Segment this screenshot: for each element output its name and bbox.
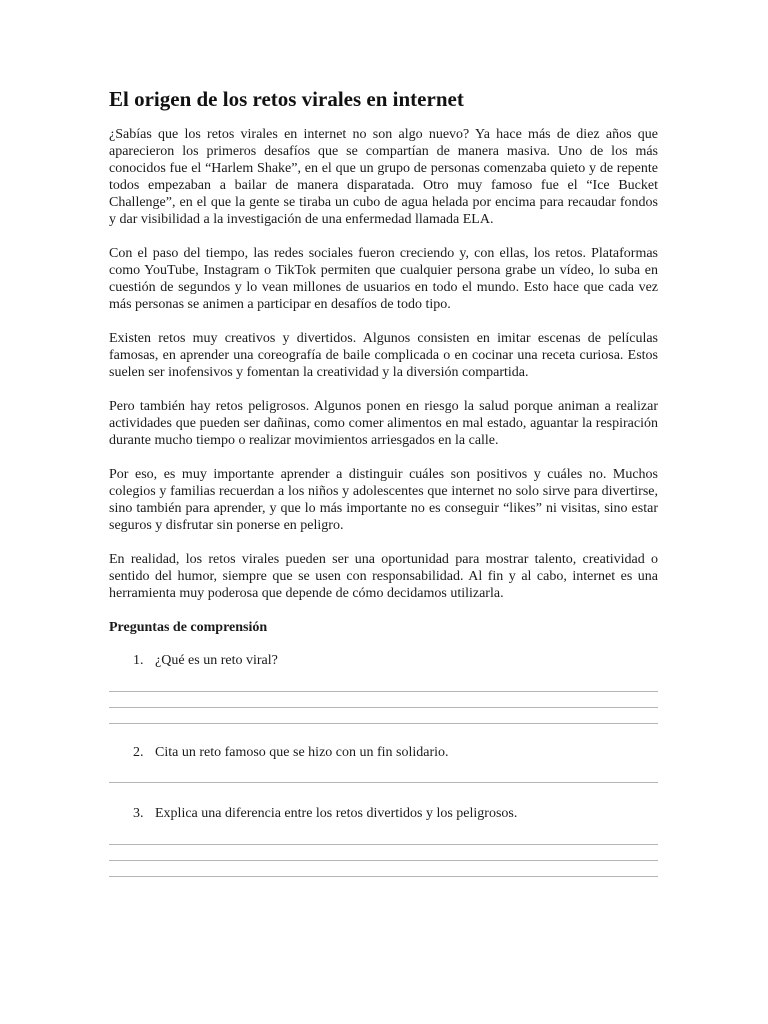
answer-line bbox=[109, 782, 658, 783]
paragraph-5: Por eso, es muy importante aprender a distinguir cuáles son positivos y cuáles no. Muchos colegios y familias recuerdan a los niños y adolescentes que internet no solo sirve para divertirse, sino también para aprender, y que lo más importante no es conseguir “likes” ni visitas, sino estar seguros y disfrutar sin ponerse en peligro. bbox=[109, 467, 658, 533]
answer-area-3[interactable] bbox=[109, 844, 658, 877]
question-2 bbox=[109, 744, 658, 761]
answer-line bbox=[109, 876, 658, 877]
paragraph-4: Pero también hay retos peligrosos. Algunos ponen en riesgo la salud porque animan a realizar actividades que pueden ser dañinas, como comer alimentos en mal estado, aguantar la respiración durante mucho tiempo o realizar movimientos arriesgados en la calle. bbox=[109, 399, 658, 448]
questions-heading: Preguntas de comprensión bbox=[109, 620, 268, 635]
paragraph-6: En realidad, los retos virales pueden ser una oportunidad para mostrar talento, creatividad o sentido del humor, siempre que se usen con responsabilidad. Al fin y al cabo, internet es una herramienta muy poderosa que depende de cómo decidamos utilizarla. bbox=[109, 552, 658, 601]
question-text: Cita un reto famoso que se hizo con un fin solidario. bbox=[155, 745, 449, 760]
paragraph-2: Con el paso del tiempo, las redes sociales fueron creciendo y, con ellas, los retos. Plataformas como YouTube, Instagram o TikTok permiten que cualquier persona grabe un vídeo, lo suba en cuestión de segundos y lo vean millones de usuarios en todo el mundo. Esto hace que cada vez más personas se animen a participar en desafíos de todo tipo. bbox=[109, 246, 658, 312]
question-number: 1. bbox=[133, 653, 144, 668]
answer-area-1[interactable] bbox=[109, 691, 658, 724]
paragraph-3: Existen retos muy creativos y divertidos. Algunos consisten en imitar escenas de películas famosas, en aprender una coreografía de baile complicada o en cocinar una receta curiosa. Estos suelen ser inofensivos y fomentan la creatividad y la diversión compartida. bbox=[109, 331, 658, 380]
question-1 bbox=[109, 652, 658, 669]
question-text: Explica una diferencia entre los retos divertidos y los peligrosos. bbox=[155, 806, 518, 821]
question-number: 2. bbox=[133, 745, 144, 760]
question-number: 3. bbox=[133, 806, 144, 821]
paragraph-1: ¿Sabías que los retos virales en internet no son algo nuevo? Ya hace más de diez años que aparecieron los primeros desafíos que se compartían de manera masiva. Uno de los más conocidos fue el “Harlem Shake”, en el que un grupo de personas comenzaba quieto y de repente todos empezaban a bailar de manera disparatada. Otro muy famoso fue el “Ice Bucket Challenge”, en el que la gente se tiraba un cubo de agua helada por encima para recaudar fondos y dar visibilidad a la investigación de una enfermedad llamada ELA. bbox=[109, 127, 658, 227]
question-text: ¿Qué es un reto viral? bbox=[155, 653, 278, 668]
question-3 bbox=[109, 805, 658, 822]
answer-line bbox=[109, 723, 658, 724]
document-title: El origen de los retos virales en internet bbox=[109, 87, 464, 111]
answer-area-2[interactable] bbox=[109, 782, 658, 783]
worksheet-page bbox=[109, 84, 658, 877]
